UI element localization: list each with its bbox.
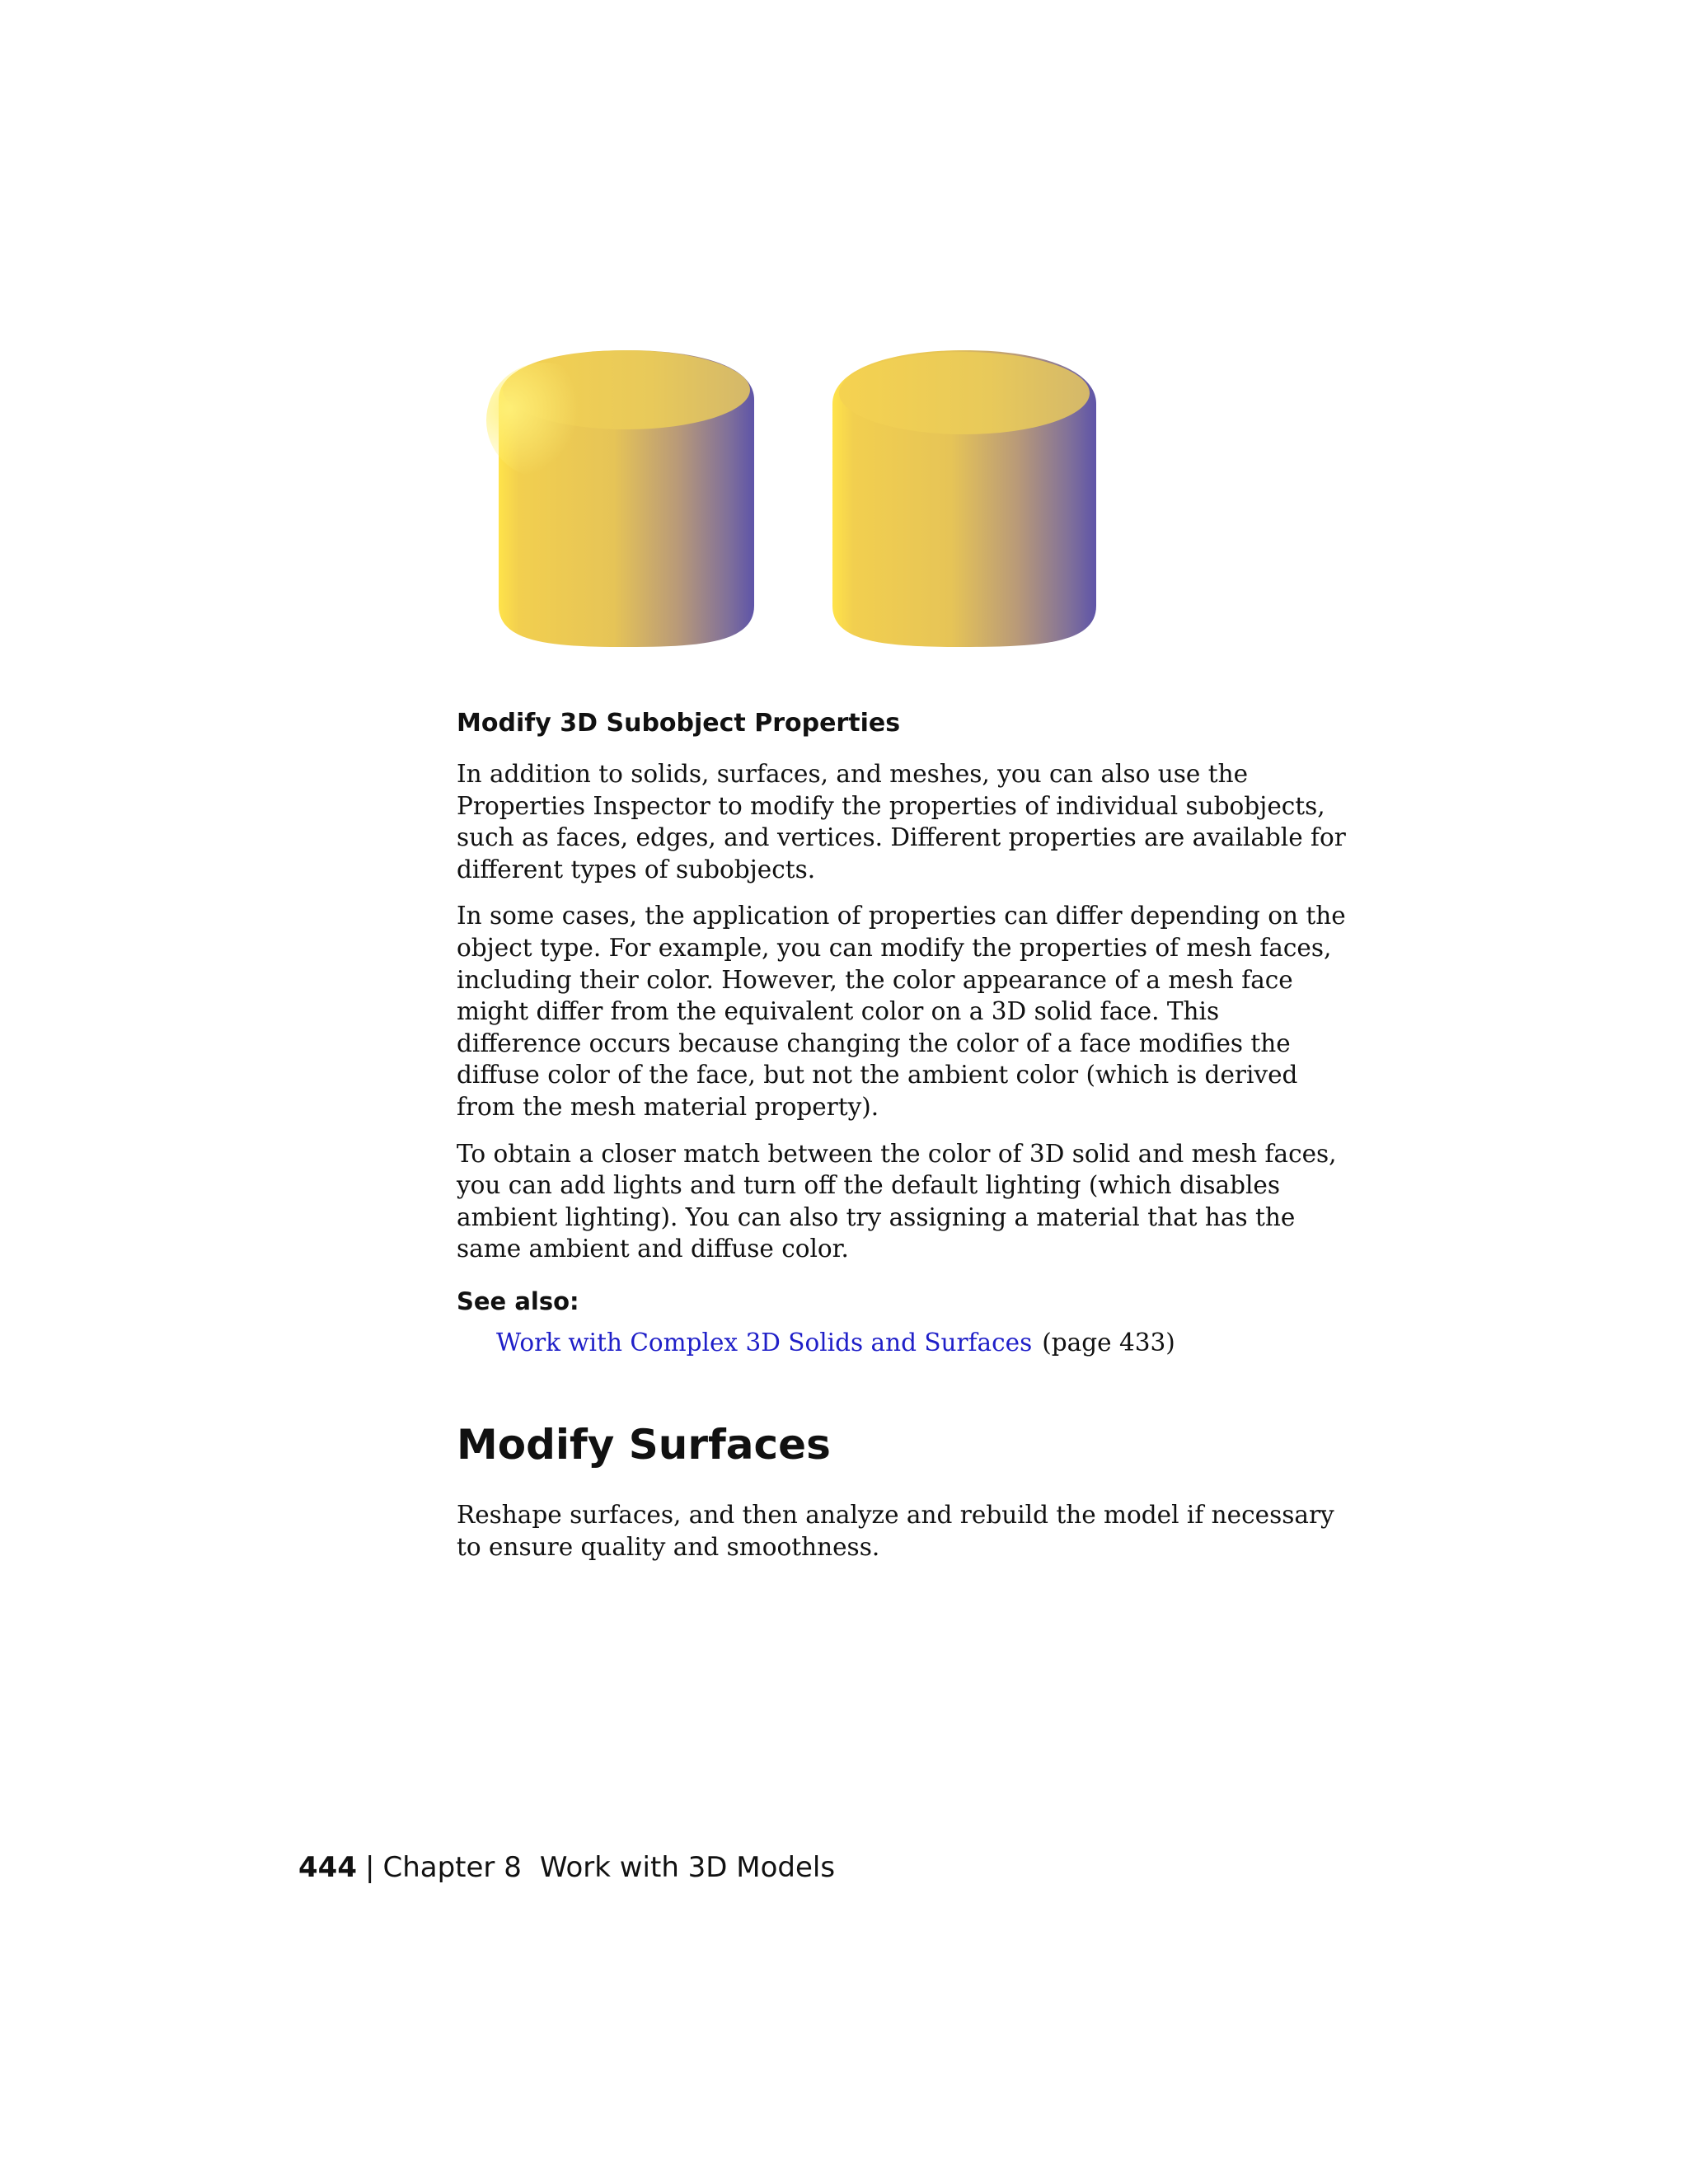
chapter-label: Chapter 8 bbox=[382, 1851, 522, 1884]
subsection-title: Modify 3D Subobject Properties bbox=[457, 709, 901, 738]
page-footer bbox=[298, 1849, 835, 1886]
cylinders-figure bbox=[486, 342, 1113, 680]
cylinders-illustration bbox=[486, 342, 1113, 680]
left-cylinder bbox=[486, 350, 754, 647]
see-also-label: See also: bbox=[457, 1286, 579, 1315]
footer-separator: | bbox=[364, 1851, 375, 1884]
page-reference: (page 433) bbox=[1042, 1328, 1175, 1357]
page-content bbox=[457, 707, 1351, 1577]
page-number: 444 bbox=[298, 1851, 357, 1884]
paragraph: In addition to solids, surfaces, and meshes, you can also use the Properties Inspector to modify the properties of individual subobjects, such as faces, edges, and vertices. Different properties are available for different types of subobjects. bbox=[457, 760, 1346, 883]
paragraph: In some cases, the application of properties can differ depending on the object type. For example, you can modify the properties of mesh faces, including their color. However, the color appearance of a mesh face might differ from the equivalent color on a 3D solid face. This difference occurs because changing the color of a face modifies the diffuse color of the face, but not the ambient color (which is derived from the mesh material property). bbox=[457, 902, 1346, 1121]
right-cylinder bbox=[832, 350, 1096, 647]
paragraph: To obtain a closer match between the color of 3D solid and mesh faces, you can add lights and turn off the default lighting (which disables ambient lighting). You can also try assigning a material that has the same ambient and diffuse color. bbox=[457, 1139, 1337, 1263]
chapter-title: Work with 3D Models bbox=[539, 1851, 836, 1884]
section-title: Modify Surfaces bbox=[457, 1420, 831, 1469]
see-also-entry bbox=[496, 1326, 1351, 1359]
cross-reference-link[interactable]: Work with Complex 3D Solids and Surfaces bbox=[496, 1328, 1033, 1357]
section-intro: Reshape surfaces, and then analyze and rebuild the model if necessary to ensure quality and smoothness. bbox=[457, 1500, 1334, 1561]
